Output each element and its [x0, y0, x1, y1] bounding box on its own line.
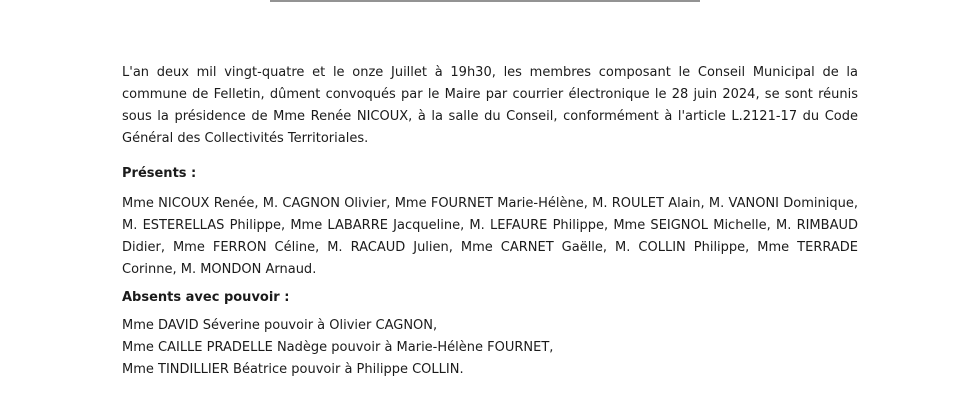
present-heading: Présents :: [122, 166, 197, 181]
absent-list: [122, 315, 858, 381]
absent-heading: Absents avec pouvoir :: [122, 290, 290, 305]
cropped-title-remnant: [270, 0, 700, 6]
list-item: Mme DAVID Séverine pouvoir à Olivier CAGNON,: [122, 318, 438, 333]
list-item: Mme CAILLE PRADELLE Nadège pouvoir à Marie-Hélène FOURNET,: [122, 340, 554, 355]
present-members: Mme NICOUX Renée, M. CAGNON Olivier, Mme FOURNET Marie-Hélène, M. ROULET Alain, M. VANONI Dominique, M. ESTERELLAS Philippe, Mme LABARRE Jacqueline, M. LEFAURE Philippe, Mme SEIGNOL Michelle, M. RIMBAUD Didier, Mme FERRON Céline, M. RACAUD Julien, Mme CARNET Gaëlle, M. COLLIN Philippe, Mme TERRADE Corinne, M. MONDON Arnaud.: [122, 196, 858, 277]
document-body: [122, 62, 858, 381]
list-item: Mme TINDILLIER Béatrice pouvoir à Philippe COLLIN.: [122, 362, 464, 377]
intro-paragraph: L'an deux mil vingt-quatre et le onze Juillet à 19h30, les membres composant le Conseil Municipal de la commune de Felletin, dûment convoqués par le Maire par courrier électronique le 28 juin 2024, se sont réunis sous la présidence de Mme Renée NICOUX, à la salle du Conseil, conformément à l'article L.2121-17 du Code Général des Collectivités Territoriales.: [122, 65, 858, 146]
